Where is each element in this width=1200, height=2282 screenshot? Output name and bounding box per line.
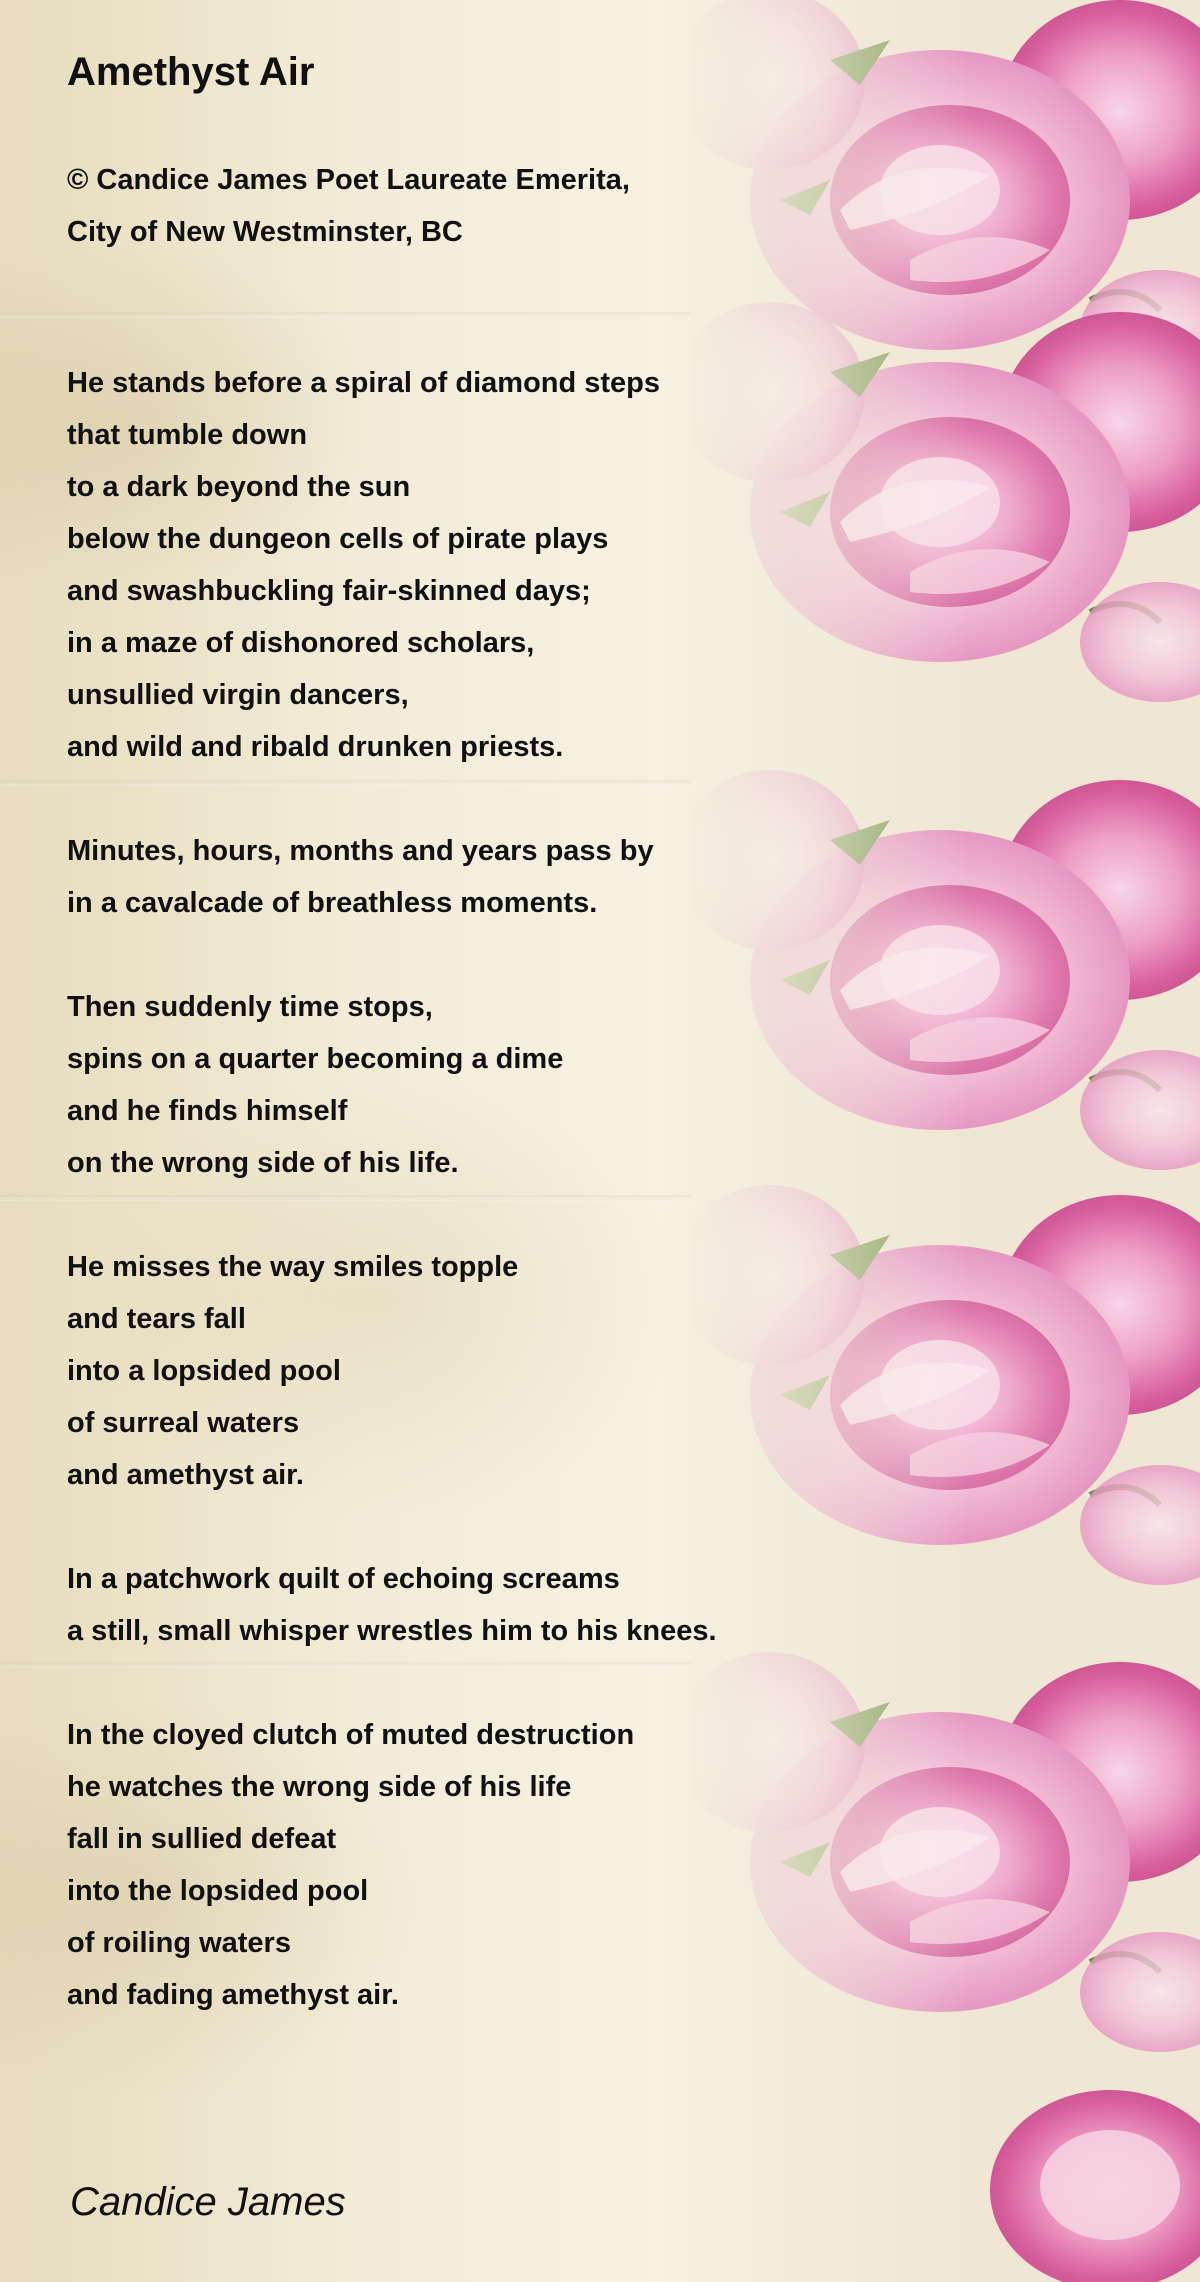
- poem-line: and tears fall: [67, 1303, 246, 1335]
- poem-line: that tumble down: [67, 419, 308, 451]
- poem-line: and fading amethyst air.: [67, 1979, 399, 2011]
- poem-line: Minutes, hours, months and years pass by: [67, 835, 654, 867]
- poem-line: to a dark beyond the sun: [67, 471, 411, 503]
- poem-line: In a patchwork quilt of echoing screams: [67, 1563, 620, 1595]
- poem-line: in a maze of dishonored scholars,: [67, 627, 535, 659]
- poem-line: into the lopsided pool: [67, 1875, 369, 1907]
- poem-line: and wild and ribald drunken priests.: [67, 731, 564, 763]
- poem-line: and amethyst air.: [67, 1459, 304, 1491]
- poem-line: He stands before a spiral of diamond steps: [67, 367, 661, 399]
- poem-author: Candice James: [70, 2180, 346, 2224]
- poem-line: and swashbuckling fair-skinned days;: [67, 575, 591, 607]
- poem-line: of surreal waters: [67, 1407, 300, 1439]
- copyright-line: © Candice James Poet Laureate Emerita,: [67, 164, 630, 196]
- poem-line: He misses the way smiles topple: [67, 1251, 519, 1283]
- copyright-line: City of New Westminster, BC: [67, 216, 463, 248]
- poem-line: In the cloyed clutch of muted destruction: [67, 1719, 635, 1751]
- peony-flowers-image: [690, 0, 1200, 2282]
- poem-line: unsullied virgin dancers,: [67, 679, 409, 711]
- poem-line: and he finds himself: [67, 1095, 348, 1127]
- poem-line: into a lopsided pool: [67, 1355, 341, 1387]
- poem-line: he watches the wrong side of his life: [67, 1771, 572, 1803]
- poem-line: in a cavalcade of breathless moments.: [67, 887, 598, 919]
- poem-line: spins on a quarter becoming a dime: [67, 1043, 564, 1075]
- poem-line: fall in sullied defeat: [67, 1823, 337, 1855]
- poem-title: Amethyst Air: [67, 50, 315, 94]
- copyright-notice: [67, 154, 630, 258]
- poem-line: of roiling waters: [67, 1927, 291, 1959]
- poem-line: a still, small whisper wrestles him to his knees.: [67, 1615, 717, 1647]
- poem-line: on the wrong side of his life.: [67, 1147, 459, 1179]
- poem-line: Then suddenly time stops,: [67, 991, 433, 1023]
- poem-line: below the dungeon cells of pirate plays: [67, 523, 609, 555]
